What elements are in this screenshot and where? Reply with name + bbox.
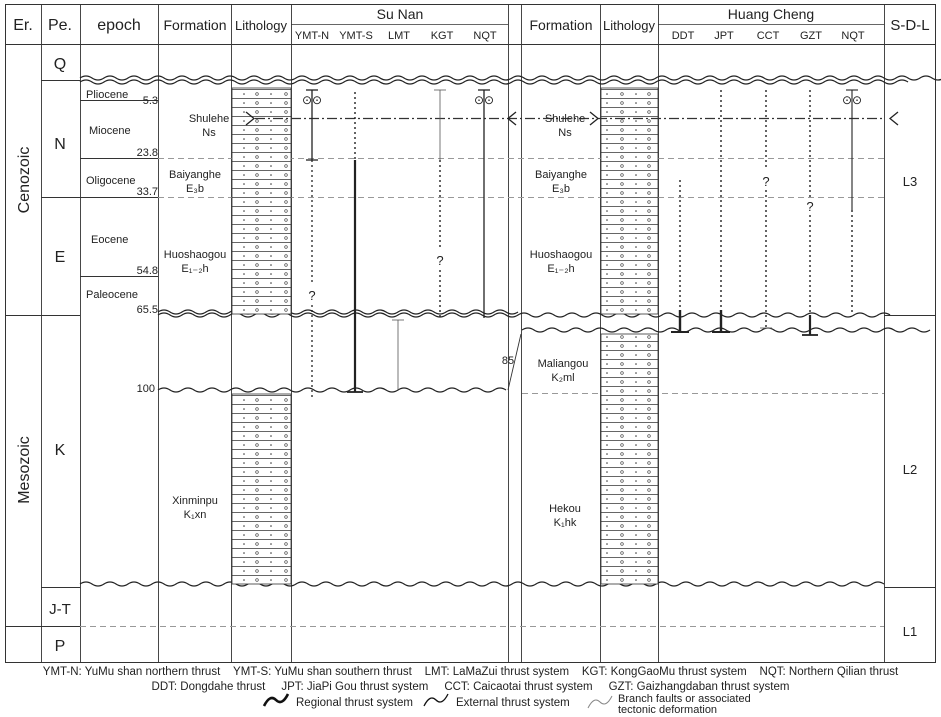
age-23-8: 23.8: [136, 147, 158, 159]
header-huangcheng: Huang Cheng: [727, 6, 815, 22]
header-formation-left: Formation: [163, 17, 227, 33]
chevron-right-2: [890, 112, 898, 125]
legend-branch-label-2: tectonic deformation: [618, 704, 718, 716]
external-thrust-symbol: [424, 694, 448, 706]
legend-line-1: [0, 666, 941, 678]
period-q: Q: [53, 56, 67, 73]
era-cenozoic: Cenozoic: [16, 146, 33, 214]
period-n: N: [54, 136, 66, 153]
question-mark-gzt: ?: [806, 199, 814, 214]
era-mesozoic: Mesozoic: [16, 436, 33, 504]
col-gzt: GZT: [800, 30, 822, 42]
formation-left-huoshaogou: Huoshaogou: [163, 249, 227, 261]
legend-cct: CCT: Caicaotai thrust system: [444, 681, 593, 693]
formation-right-hekou: Hekou: [549, 503, 581, 515]
strike-slip-symbol-nqt-sunan: ⊙⊙: [473, 93, 495, 107]
regional-thrust-symbol: [264, 694, 288, 706]
col-nqt-huangcheng: NQT: [841, 30, 865, 42]
col-nqt-sunan: NQT: [473, 30, 497, 42]
legend-nqt: NQT: Northern Qilian thrust: [759, 666, 899, 678]
legend-ymt-n: YMT-N: YuMu shan northern thrust: [42, 666, 221, 678]
formation-left-shulehe: Shulehe: [188, 113, 230, 125]
legend-regional-label: Regional thrust system: [296, 697, 413, 709]
lithology-column-left-upper: [232, 88, 291, 314]
formation-right-shulehe-code: Ns: [558, 127, 572, 139]
age-33-7: 33.7: [136, 186, 158, 198]
period-jt: J-T: [49, 601, 71, 618]
col-ymt-s: YMT-S: [339, 30, 373, 42]
sunan-faults: [306, 90, 490, 400]
formation-right-huoshaogou: Huoshaogou: [529, 249, 593, 261]
age-100: 100: [136, 383, 155, 395]
question-mark-cct: ?: [762, 174, 770, 189]
col-kgt: KGT: [430, 30, 454, 42]
formation-right-maliangou: Maliangou: [537, 358, 589, 370]
legend-gzt: GZT: Gaizhangdaban thrust system: [608, 681, 790, 693]
formation-right-baiyanghe: Baiyanghe: [535, 169, 587, 181]
col-ymt-n: YMT-N: [294, 30, 330, 42]
formation-left-xinminpu: Xinminpu: [172, 495, 218, 507]
legend-branch-label-1: Branch faults or associated: [618, 693, 751, 705]
strike-slip-symbol-ymt-n: ⊙⊙: [301, 93, 323, 107]
age-85: 85: [501, 355, 515, 367]
col-lmt: LMT: [388, 30, 410, 42]
col-jpt: JPT: [714, 30, 734, 42]
legend-external-label: External thrust system: [456, 697, 570, 709]
period-k: K: [54, 442, 66, 459]
formation-right-shulehe: Shulehe: [544, 113, 586, 125]
question-mark-kgt: ?: [436, 253, 444, 268]
age-5-3: 5.3: [142, 95, 158, 107]
header-lithology-left: Lithology: [234, 18, 288, 33]
formation-right-baiyanghe-code: E₃b: [552, 183, 570, 195]
period-p: P: [54, 638, 66, 655]
formation-left-huoshaogou-code: E₁₋₂h: [181, 263, 209, 275]
formation-left-baiyanghe: Baiyanghe: [169, 169, 221, 181]
sdl-l1: L1: [902, 624, 918, 639]
formation-right-hekou-code: K₁hk: [553, 517, 577, 529]
sdl-l3: L3: [902, 174, 918, 189]
unconformity-100: [158, 388, 506, 392]
huangcheng-faults: [671, 90, 858, 335]
formation-left-xinminpu-code: K₁xn: [183, 509, 207, 521]
legend-line-2: [0, 681, 941, 693]
formation-right-maliangou-code: K₂ml: [551, 372, 575, 384]
epoch-pliocene: Pliocene: [86, 89, 129, 101]
header-era: Er.: [13, 17, 33, 34]
formation-left-baiyanghe-code: E₃b: [186, 183, 204, 195]
age-65-5: 65.5: [136, 304, 158, 316]
unconformity-q-base-2: [80, 80, 908, 84]
unconformity-q-base: [80, 76, 941, 80]
epoch-paleocene: Paleocene: [86, 289, 138, 301]
lithology-column-right-lower: [601, 334, 658, 584]
branch-fault-symbol: [588, 696, 612, 708]
epoch-oligocene: Oligocene: [86, 175, 136, 187]
col-cct: CCT: [756, 30, 780, 42]
lithology-column-left-lower: [232, 394, 291, 584]
formation-right-huoshaogou-code: E₁₋₂h: [547, 263, 575, 275]
lithology-column-right-upper: [601, 88, 658, 314]
period-e: E: [54, 249, 66, 266]
epoch-miocene: Miocene: [89, 125, 131, 137]
col-ddt: DDT: [671, 30, 695, 42]
header-formation-right: Formation: [529, 17, 593, 33]
sdl-l2: L2: [902, 462, 918, 477]
formation-left-shulehe-code: Ns: [202, 127, 216, 139]
legend-jpt: JPT: JiaPi Gou thrust system: [281, 681, 429, 693]
legend-ddt: DDT: Dongdahe thrust: [151, 681, 266, 693]
header-sdl: S-D-L: [890, 17, 930, 34]
header-lithology-right: Lithology: [602, 18, 656, 33]
legend-ymt-s: YMT-S: YuMu shan southern thrust: [233, 666, 412, 678]
header-epoch: epoch: [97, 17, 141, 34]
question-mark-ymt-n: ?: [308, 288, 316, 303]
legend-lmt: LMT: LaMaZui thrust system: [424, 666, 570, 678]
header-period: Pe.: [47, 17, 73, 34]
header-sunan: Su Nan: [376, 6, 424, 22]
unconformity-k-base: [80, 582, 884, 586]
legend-kgt: KGT: KongGaoMu thrust system: [581, 666, 747, 678]
strike-slip-symbol-nqt-huangcheng: ⊙⊙: [841, 93, 863, 107]
age-54-8: 54.8: [136, 265, 158, 277]
epoch-eocene: Eocene: [91, 234, 129, 246]
